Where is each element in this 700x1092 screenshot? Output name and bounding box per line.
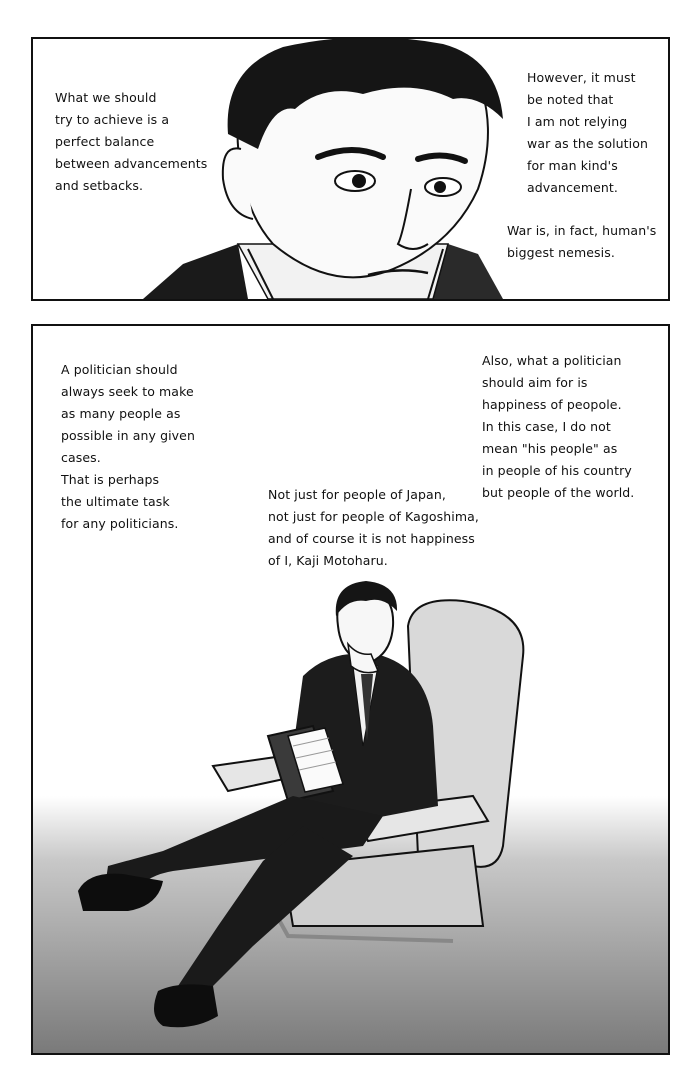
- caption-balance: What we should try to achieve is a perfect balance between advancements and setbacks.: [55, 90, 208, 193]
- caption-politician-task: A politician should always seek to make as many people as possible in any given cases. That is perhaps the ultimate task for any politicians.: [61, 362, 195, 531]
- manga-panel-top: [31, 37, 670, 301]
- caption-kaji-motoharu: Not just for people of Japan, not just for people of Kagoshima, and of course it is not happiness of I, Kaji Motoharu.: [268, 487, 479, 568]
- manga-panel-bottom: [31, 324, 670, 1055]
- caption-war-nemesis: War is, in fact, human's biggest nemesis.: [507, 223, 657, 260]
- caption-happiness-of-people: Also, what a politician should aim for is happiness of peopole. In this case, I do not mean "his people" as in people of his country but people of the world.: [482, 353, 635, 500]
- caption-not-relying-war: However, it must be noted that I am not relying war as the solution for man kind's advancement.: [527, 70, 649, 195]
